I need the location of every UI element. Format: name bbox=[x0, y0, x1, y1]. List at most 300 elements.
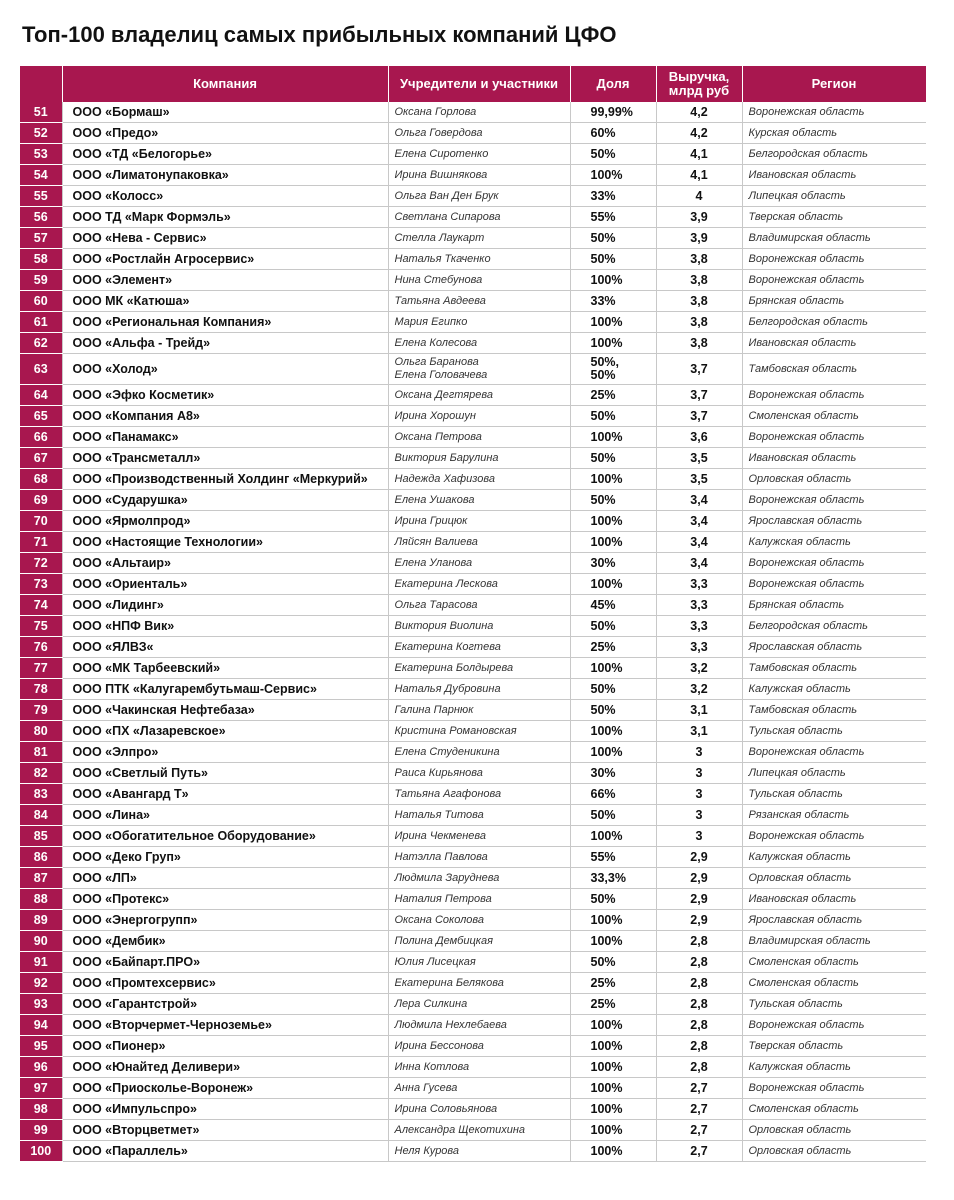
table-row bbox=[20, 595, 926, 616]
founder-name: Лера Силкина bbox=[388, 994, 570, 1015]
company-name: ООО «Сударушка» bbox=[62, 490, 388, 511]
region-name: Воронежская область bbox=[742, 102, 926, 123]
founder-name: Оксана Петрова bbox=[388, 427, 570, 448]
revenue-value: 2,9 bbox=[656, 847, 742, 868]
region-name: Калужская область bbox=[742, 679, 926, 700]
table-row bbox=[20, 1099, 926, 1120]
founder-name: Ляйсян Валиева bbox=[388, 532, 570, 553]
table-row bbox=[20, 721, 926, 742]
company-name: ООО «Энергогрупп» bbox=[62, 910, 388, 931]
company-name: ООО «Элпро» bbox=[62, 742, 388, 763]
region-name: Тульская область bbox=[742, 784, 926, 805]
founder-name: Ирина Бессонова bbox=[388, 1036, 570, 1057]
revenue-value: 4,2 bbox=[656, 102, 742, 123]
row-number: 60 bbox=[20, 291, 62, 312]
revenue-value: 3,1 bbox=[656, 721, 742, 742]
company-name: ООО «Альтаир» bbox=[62, 553, 388, 574]
founder-name: Ольга Тарасова bbox=[388, 595, 570, 616]
founder-name: Людмила Заруднева bbox=[388, 868, 570, 889]
company-name: ООО «Производственный Холдинг «Меркурий» bbox=[62, 469, 388, 490]
share-value: 25% bbox=[570, 385, 656, 406]
founder-name: Неля Курова bbox=[388, 1141, 570, 1162]
region-name: Воронежская область bbox=[742, 574, 926, 595]
founder-name: Оксана Горлова bbox=[388, 102, 570, 123]
founder-name: Надежда Хафизова bbox=[388, 469, 570, 490]
row-number: 99 bbox=[20, 1120, 62, 1141]
founder-name: Елена Колесова bbox=[388, 333, 570, 354]
row-number: 96 bbox=[20, 1057, 62, 1078]
region-name: Тульская область bbox=[742, 994, 926, 1015]
founder-name: Виктория Барулина bbox=[388, 448, 570, 469]
revenue-value: 3,8 bbox=[656, 291, 742, 312]
row-number: 88 bbox=[20, 889, 62, 910]
revenue-value: 3,3 bbox=[656, 637, 742, 658]
share-value: 50% bbox=[570, 616, 656, 637]
region-name: Курская область bbox=[742, 123, 926, 144]
share-value: 100% bbox=[570, 165, 656, 186]
table-row bbox=[20, 574, 926, 595]
founder-name: Людмила Нехлебаева bbox=[388, 1015, 570, 1036]
revenue-value: 2,7 bbox=[656, 1141, 742, 1162]
founder-name: Виктория Виолина bbox=[388, 616, 570, 637]
table-row bbox=[20, 973, 926, 994]
company-name: ООО «Лидинг» bbox=[62, 595, 388, 616]
share-value: 55% bbox=[570, 207, 656, 228]
header-company: Компания bbox=[62, 66, 388, 102]
share-value: 50% bbox=[570, 249, 656, 270]
founder-name: Натэлла Павлова bbox=[388, 847, 570, 868]
table-row bbox=[20, 679, 926, 700]
table-row bbox=[20, 868, 926, 889]
revenue-value: 4 bbox=[656, 186, 742, 207]
revenue-value: 3 bbox=[656, 826, 742, 847]
region-name: Липецкая область bbox=[742, 186, 926, 207]
row-number: 55 bbox=[20, 186, 62, 207]
share-value: 50% bbox=[570, 805, 656, 826]
row-number: 95 bbox=[20, 1036, 62, 1057]
table-row bbox=[20, 784, 926, 805]
revenue-value: 3,5 bbox=[656, 448, 742, 469]
region-name: Тамбовская область bbox=[742, 658, 926, 679]
table-row bbox=[20, 637, 926, 658]
table-row bbox=[20, 333, 926, 354]
company-name: ООО «Чакинская Нефтебаза» bbox=[62, 700, 388, 721]
share-value: 50%, 50% bbox=[570, 354, 656, 385]
table-row bbox=[20, 249, 926, 270]
company-name: ООО «Светлый Путь» bbox=[62, 763, 388, 784]
row-number: 73 bbox=[20, 574, 62, 595]
revenue-value: 3,5 bbox=[656, 469, 742, 490]
row-number: 57 bbox=[20, 228, 62, 249]
revenue-value: 3,2 bbox=[656, 658, 742, 679]
company-name: ООО «Гарантстрой» bbox=[62, 994, 388, 1015]
table-row bbox=[20, 354, 926, 385]
region-name: Ивановская область bbox=[742, 448, 926, 469]
company-name: ООО «Колосс» bbox=[62, 186, 388, 207]
row-number: 80 bbox=[20, 721, 62, 742]
revenue-value: 2,9 bbox=[656, 910, 742, 931]
row-number: 72 bbox=[20, 553, 62, 574]
share-value: 60% bbox=[570, 123, 656, 144]
revenue-value: 3 bbox=[656, 742, 742, 763]
founder-name: Ирина Чекменева bbox=[388, 826, 570, 847]
header-revenue: Выручка, млрд руб bbox=[656, 66, 742, 102]
founder-name: Полина Дембицкая bbox=[388, 931, 570, 952]
company-name: ООО «МК Тарбеевский» bbox=[62, 658, 388, 679]
revenue-value: 3,7 bbox=[656, 406, 742, 427]
revenue-value: 3 bbox=[656, 805, 742, 826]
row-number: 74 bbox=[20, 595, 62, 616]
revenue-value: 3,9 bbox=[656, 228, 742, 249]
share-value: 50% bbox=[570, 448, 656, 469]
founder-name: Татьяна Авдеева bbox=[388, 291, 570, 312]
company-name: ООО «Региональная Компания» bbox=[62, 312, 388, 333]
revenue-value: 3,4 bbox=[656, 532, 742, 553]
share-value: 100% bbox=[570, 574, 656, 595]
row-number: 100 bbox=[20, 1141, 62, 1162]
page-title: Топ-100 владелиц самых прибыльных компаний ЦФО bbox=[22, 22, 617, 47]
region-name: Тверская область bbox=[742, 1036, 926, 1057]
row-number: 90 bbox=[20, 931, 62, 952]
region-name: Белгородская область bbox=[742, 616, 926, 637]
row-number: 77 bbox=[20, 658, 62, 679]
share-value: 33,3% bbox=[570, 868, 656, 889]
founder-name: Наталья Титова bbox=[388, 805, 570, 826]
table-row bbox=[20, 270, 926, 291]
region-name: Ярославская область bbox=[742, 511, 926, 532]
table-row bbox=[20, 1015, 926, 1036]
share-value: 30% bbox=[570, 763, 656, 784]
region-name: Тульская область bbox=[742, 721, 926, 742]
company-name: ООО «ПХ «Лазаревское» bbox=[62, 721, 388, 742]
table-row bbox=[20, 165, 926, 186]
row-number: 63 bbox=[20, 354, 62, 385]
table-row bbox=[20, 931, 926, 952]
revenue-value: 2,8 bbox=[656, 973, 742, 994]
table-row bbox=[20, 469, 926, 490]
share-value: 100% bbox=[570, 1015, 656, 1036]
company-name: ООО ПТК «Калугарембутьмаш-Сервис» bbox=[62, 679, 388, 700]
region-name: Ярославская область bbox=[742, 910, 926, 931]
share-value: 25% bbox=[570, 994, 656, 1015]
table-row bbox=[20, 490, 926, 511]
revenue-value: 2,7 bbox=[656, 1078, 742, 1099]
region-name: Владимирская область bbox=[742, 228, 926, 249]
region-name: Орловская область bbox=[742, 868, 926, 889]
row-number: 65 bbox=[20, 406, 62, 427]
region-name: Калужская область bbox=[742, 1057, 926, 1078]
share-value: 100% bbox=[570, 910, 656, 931]
region-name: Ивановская область bbox=[742, 165, 926, 186]
share-value: 100% bbox=[570, 333, 656, 354]
row-number: 66 bbox=[20, 427, 62, 448]
share-value: 100% bbox=[570, 427, 656, 448]
table-row bbox=[20, 511, 926, 532]
table-row bbox=[20, 994, 926, 1015]
company-name: ООО МК «Катюша» bbox=[62, 291, 388, 312]
region-name: Смоленская область bbox=[742, 973, 926, 994]
revenue-value: 4,1 bbox=[656, 165, 742, 186]
row-number: 56 bbox=[20, 207, 62, 228]
founder-name: Ирина Вишнякова bbox=[388, 165, 570, 186]
revenue-value: 4,2 bbox=[656, 123, 742, 144]
revenue-value: 3,8 bbox=[656, 333, 742, 354]
region-name: Калужская область bbox=[742, 847, 926, 868]
share-value: 100% bbox=[570, 1036, 656, 1057]
table-row bbox=[20, 406, 926, 427]
company-name: ООО «Вторцветмет» bbox=[62, 1120, 388, 1141]
founder-name: Кристина Романовская bbox=[388, 721, 570, 742]
founder-name: Екатерина Лескова bbox=[388, 574, 570, 595]
row-number: 86 bbox=[20, 847, 62, 868]
company-name: ООО «Авангард Т» bbox=[62, 784, 388, 805]
founder-name: Елена Ушакова bbox=[388, 490, 570, 511]
owners-table bbox=[20, 66, 927, 1162]
revenue-value: 2,8 bbox=[656, 1036, 742, 1057]
share-value: 100% bbox=[570, 1099, 656, 1120]
company-name: ООО «ТД «Белогорье» bbox=[62, 144, 388, 165]
founder-name: Татьяна Агафонова bbox=[388, 784, 570, 805]
revenue-value: 3,2 bbox=[656, 679, 742, 700]
share-value: 50% bbox=[570, 228, 656, 249]
company-name: ООО «Вторчермет-Черноземье» bbox=[62, 1015, 388, 1036]
founder-name: Наталья Ткаченко bbox=[388, 249, 570, 270]
region-name: Воронежская область bbox=[742, 490, 926, 511]
region-name: Воронежская область bbox=[742, 826, 926, 847]
row-number: 54 bbox=[20, 165, 62, 186]
revenue-value: 3,3 bbox=[656, 595, 742, 616]
row-number: 62 bbox=[20, 333, 62, 354]
revenue-value: 3,3 bbox=[656, 616, 742, 637]
revenue-value: 2,8 bbox=[656, 994, 742, 1015]
share-value: 33% bbox=[570, 291, 656, 312]
company-name: ООО «Элемент» bbox=[62, 270, 388, 291]
founder-name: Елена Уланова bbox=[388, 553, 570, 574]
row-number: 98 bbox=[20, 1099, 62, 1120]
table-row bbox=[20, 1141, 926, 1162]
row-number: 64 bbox=[20, 385, 62, 406]
revenue-value: 2,7 bbox=[656, 1120, 742, 1141]
company-name: ООО «Трансметалл» bbox=[62, 448, 388, 469]
table-row bbox=[20, 658, 926, 679]
row-number: 68 bbox=[20, 469, 62, 490]
share-value: 50% bbox=[570, 700, 656, 721]
table-row bbox=[20, 910, 926, 931]
row-number: 81 bbox=[20, 742, 62, 763]
row-number: 89 bbox=[20, 910, 62, 931]
founder-name: Екатерина Когтева bbox=[388, 637, 570, 658]
company-name: ООО «Ориенталь» bbox=[62, 574, 388, 595]
company-name: ООО «Настоящие Технологии» bbox=[62, 532, 388, 553]
table-row bbox=[20, 1120, 926, 1141]
share-value: 100% bbox=[570, 532, 656, 553]
company-name: ООО «НПФ Вик» bbox=[62, 616, 388, 637]
table-body bbox=[20, 102, 926, 1162]
row-number: 94 bbox=[20, 1015, 62, 1036]
share-value: 99,99% bbox=[570, 102, 656, 123]
founder-name: Светлана Сипарова bbox=[388, 207, 570, 228]
table-row bbox=[20, 102, 926, 123]
company-name: ООО «Компания А8» bbox=[62, 406, 388, 427]
founder-name: Ирина Хорошун bbox=[388, 406, 570, 427]
share-value: 100% bbox=[570, 721, 656, 742]
region-name: Воронежская область bbox=[742, 742, 926, 763]
region-name: Липецкая область bbox=[742, 763, 926, 784]
revenue-value: 2,8 bbox=[656, 931, 742, 952]
region-name: Калужская область bbox=[742, 532, 926, 553]
revenue-value: 4,1 bbox=[656, 144, 742, 165]
header-share: Доля bbox=[570, 66, 656, 102]
founder-name: Ирина Грицюк bbox=[388, 511, 570, 532]
share-value: 50% bbox=[570, 679, 656, 700]
revenue-value: 2,9 bbox=[656, 868, 742, 889]
company-name: ООО «Промтехсервис» bbox=[62, 973, 388, 994]
revenue-value: 3,4 bbox=[656, 511, 742, 532]
company-name: ООО «Приосколье-Воронеж» bbox=[62, 1078, 388, 1099]
region-name: Тамбовская область bbox=[742, 354, 926, 385]
founder-name: Александра Щекотихина bbox=[388, 1120, 570, 1141]
share-value: 50% bbox=[570, 490, 656, 511]
header-number bbox=[20, 66, 62, 102]
region-name: Воронежская область bbox=[742, 427, 926, 448]
region-name: Орловская область bbox=[742, 1141, 926, 1162]
share-value: 50% bbox=[570, 406, 656, 427]
founder-name: Ирина Соловьянова bbox=[388, 1099, 570, 1120]
company-name: ООО «Пионер» bbox=[62, 1036, 388, 1057]
row-number: 75 bbox=[20, 616, 62, 637]
region-name: Орловская область bbox=[742, 1120, 926, 1141]
row-number: 69 bbox=[20, 490, 62, 511]
row-number: 71 bbox=[20, 532, 62, 553]
founder-name: Юлия Лисецкая bbox=[388, 952, 570, 973]
table-row bbox=[20, 532, 926, 553]
share-value: 50% bbox=[570, 144, 656, 165]
row-number: 78 bbox=[20, 679, 62, 700]
company-name: ООО «Эфко Косметик» bbox=[62, 385, 388, 406]
founder-name: Ольга Говердова bbox=[388, 123, 570, 144]
region-name: Орловская область bbox=[742, 469, 926, 490]
share-value: 100% bbox=[570, 469, 656, 490]
row-number: 76 bbox=[20, 637, 62, 658]
region-name: Воронежская область bbox=[742, 385, 926, 406]
region-name: Воронежская область bbox=[742, 553, 926, 574]
share-value: 100% bbox=[570, 1141, 656, 1162]
table-header-row bbox=[20, 66, 926, 102]
share-value: 50% bbox=[570, 952, 656, 973]
share-value: 55% bbox=[570, 847, 656, 868]
region-name: Белгородская область bbox=[742, 144, 926, 165]
share-value: 100% bbox=[570, 270, 656, 291]
table-row bbox=[20, 742, 926, 763]
row-number: 85 bbox=[20, 826, 62, 847]
row-number: 51 bbox=[20, 102, 62, 123]
table-row bbox=[20, 207, 926, 228]
share-value: 100% bbox=[570, 1057, 656, 1078]
founder-name: Наталия Петрова bbox=[388, 889, 570, 910]
table-row bbox=[20, 763, 926, 784]
row-number: 87 bbox=[20, 868, 62, 889]
share-value: 33% bbox=[570, 186, 656, 207]
table-row bbox=[20, 616, 926, 637]
row-number: 93 bbox=[20, 994, 62, 1015]
share-value: 50% bbox=[570, 889, 656, 910]
row-number: 83 bbox=[20, 784, 62, 805]
company-name: ООО «Предо» bbox=[62, 123, 388, 144]
row-number: 70 bbox=[20, 511, 62, 532]
region-name: Ивановская область bbox=[742, 889, 926, 910]
row-number: 84 bbox=[20, 805, 62, 826]
row-number: 67 bbox=[20, 448, 62, 469]
share-value: 100% bbox=[570, 742, 656, 763]
company-name: ООО «Холод» bbox=[62, 354, 388, 385]
region-name: Смоленская область bbox=[742, 952, 926, 973]
row-number: 52 bbox=[20, 123, 62, 144]
company-name: ООО «Импульспро» bbox=[62, 1099, 388, 1120]
company-name: ООО «Байпарт.ПРО» bbox=[62, 952, 388, 973]
revenue-value: 3,8 bbox=[656, 249, 742, 270]
table-row bbox=[20, 952, 926, 973]
founder-name: Екатерина Болдырева bbox=[388, 658, 570, 679]
region-name: Владимирская область bbox=[742, 931, 926, 952]
revenue-value: 3 bbox=[656, 763, 742, 784]
founder-name: Наталья Дубровина bbox=[388, 679, 570, 700]
revenue-value: 2,8 bbox=[656, 952, 742, 973]
region-name: Белгородская область bbox=[742, 312, 926, 333]
company-name: ООО «Лина» bbox=[62, 805, 388, 826]
company-name: ООО «Ростлайн Агросервис» bbox=[62, 249, 388, 270]
share-value: 66% bbox=[570, 784, 656, 805]
company-name: ООО «Деко Груп» bbox=[62, 847, 388, 868]
revenue-value: 3,8 bbox=[656, 312, 742, 333]
row-number: 91 bbox=[20, 952, 62, 973]
company-name: ООО «Протекс» bbox=[62, 889, 388, 910]
table-row bbox=[20, 427, 926, 448]
revenue-value: 2,8 bbox=[656, 1015, 742, 1036]
table-row bbox=[20, 1078, 926, 1099]
table-row bbox=[20, 553, 926, 574]
share-value: 100% bbox=[570, 1120, 656, 1141]
region-name: Ярославская область bbox=[742, 637, 926, 658]
region-name: Воронежская область bbox=[742, 1015, 926, 1036]
row-number: 79 bbox=[20, 700, 62, 721]
revenue-value: 2,8 bbox=[656, 1057, 742, 1078]
revenue-value: 3,1 bbox=[656, 700, 742, 721]
row-number: 58 bbox=[20, 249, 62, 270]
table-row bbox=[20, 1036, 926, 1057]
share-value: 25% bbox=[570, 973, 656, 994]
founder-name: Оксана Дегтярева bbox=[388, 385, 570, 406]
founder-name: Раиса Кирьянова bbox=[388, 763, 570, 784]
company-name: ООО «Панамакс» bbox=[62, 427, 388, 448]
revenue-value: 2,9 bbox=[656, 889, 742, 910]
company-name: ООО «ЯЛВЗ« bbox=[62, 637, 388, 658]
table-row bbox=[20, 291, 926, 312]
revenue-value: 3 bbox=[656, 784, 742, 805]
company-name: ООО «Бормаш» bbox=[62, 102, 388, 123]
revenue-value: 3,9 bbox=[656, 207, 742, 228]
company-name: ООО «Обогатительное Оборудование» bbox=[62, 826, 388, 847]
row-number: 92 bbox=[20, 973, 62, 994]
region-name: Воронежская область bbox=[742, 1078, 926, 1099]
founder-name: Нина Стебунова bbox=[388, 270, 570, 291]
row-number: 53 bbox=[20, 144, 62, 165]
founder-name: Инна Котлова bbox=[388, 1057, 570, 1078]
region-name: Смоленская область bbox=[742, 406, 926, 427]
table-row bbox=[20, 826, 926, 847]
revenue-value: 3,8 bbox=[656, 270, 742, 291]
table-row bbox=[20, 448, 926, 469]
share-value: 100% bbox=[570, 1078, 656, 1099]
